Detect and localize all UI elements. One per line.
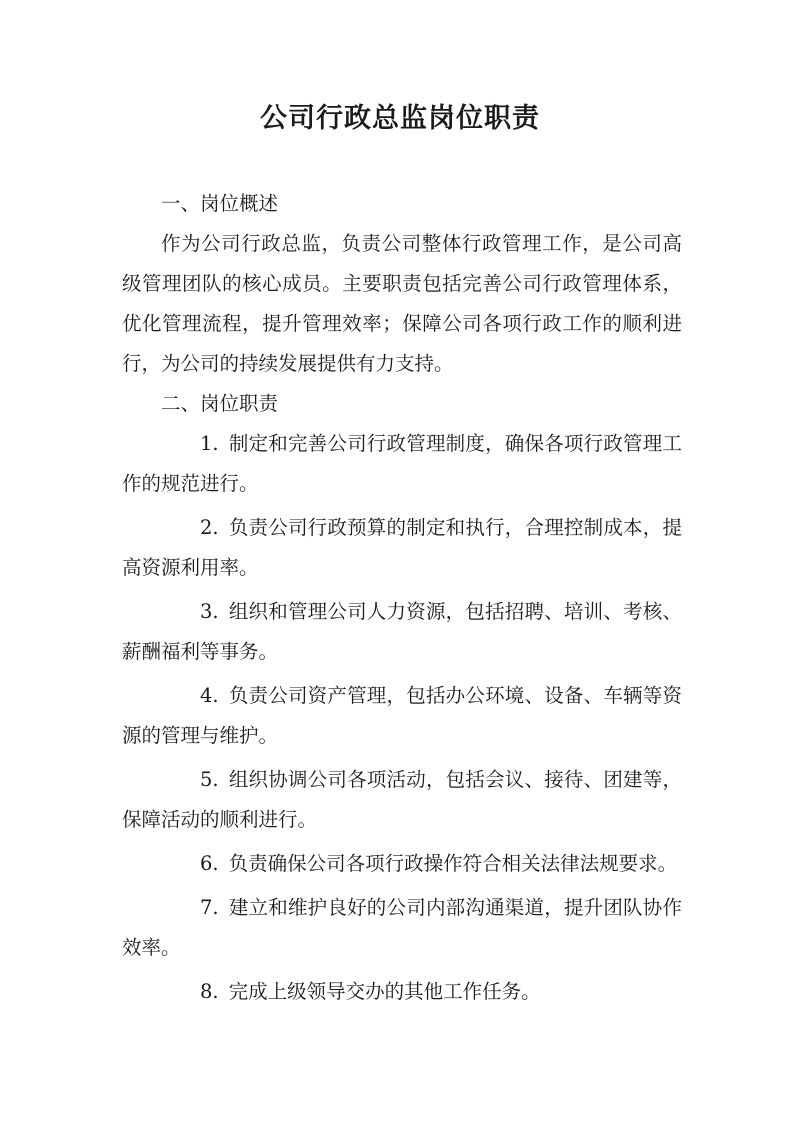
duty-text: 组织协调公司各项活动，包括会议、接待、团建等，保障活动的顺利进行。: [122, 768, 682, 831]
duty-text: 建立和维护良好的公司内部沟通渠道，提升团队协作效率。: [122, 896, 682, 959]
duty-item-7: [122, 888, 682, 968]
section-heading-overview: 一、岗位概述: [161, 192, 279, 215]
section-heading-duties: 二、岗位职责: [161, 392, 279, 415]
duty-item-1: [122, 424, 682, 504]
duty-number: 1.: [200, 432, 219, 455]
duty-text: 负责确保公司各项行政操作符合相关法律法规要求。: [228, 852, 678, 875]
duty-item-4: [122, 676, 682, 756]
duty-number: 5.: [200, 768, 219, 791]
duty-text: 制定和完善公司行政管理制度，确保各项行政管理工作的规范进行。: [122, 432, 682, 495]
duty-text: 负责公司行政预算的制定和执行，合理控制成本，提高资源利用率。: [122, 516, 682, 579]
duty-number: 8.: [200, 980, 219, 1003]
duty-item-2: [122, 508, 682, 588]
document-title: 公司行政总监岗位职责: [260, 103, 540, 134]
overview-paragraph: 作为公司行政总监，负责公司整体行政管理工作，是公司高级管理团队的核心成员。主要职责包括完善公司行政管理体系，优化管理流程，提升管理效率；保障公司各项行政工作的顺利进行，为公司的持续发展提供有力支持。: [122, 232, 682, 375]
duty-number: 4.: [200, 684, 219, 707]
duty-text: 完成上级领导交办的其他工作任务。: [228, 980, 541, 1003]
duty-number: 7.: [200, 896, 219, 919]
duty-item-5: [122, 760, 682, 840]
duty-text: 组织和管理公司人力资源，包括招聘、培训、考核、薪酬福利等事务。: [122, 600, 682, 663]
duty-number: 2.: [200, 516, 219, 539]
duty-item-8: [122, 972, 682, 1012]
duty-list: [122, 424, 682, 1012]
duty-item-6: [122, 844, 682, 884]
duty-text: 负责公司资产管理，包括办公环境、设备、车辆等资源的管理与维护。: [122, 684, 682, 747]
duty-number: 6.: [200, 852, 219, 875]
duty-number: 3.: [200, 600, 219, 623]
document-body: [122, 184, 682, 1016]
duty-item-3: [122, 592, 682, 672]
